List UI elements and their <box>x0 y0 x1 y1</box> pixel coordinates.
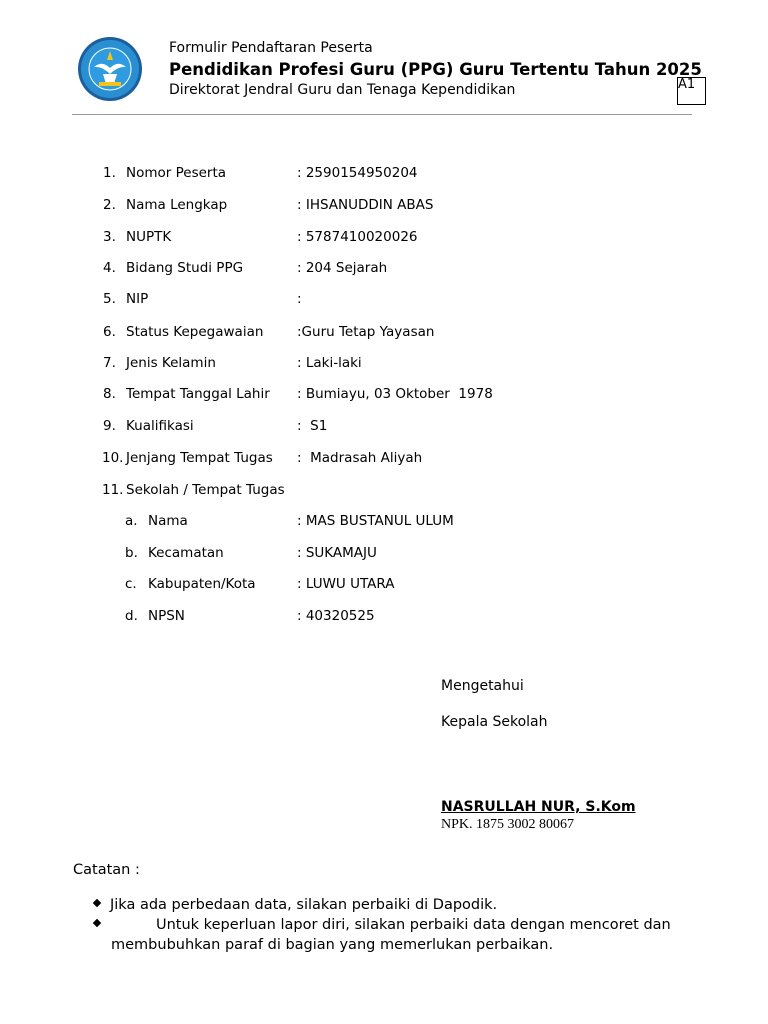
sub-field-label: Nama <box>148 513 188 529</box>
field-value: : 2590154950204 <box>297 165 418 181</box>
sub-field-value: : MAS BUSTANUL ULUM <box>297 513 454 529</box>
field-value: : IHSANUDDIN ABAS <box>297 197 434 213</box>
field-number: 11. <box>102 482 124 498</box>
field-value: : <box>297 291 302 307</box>
field-row-nuptk <box>0 228 418 246</box>
field-label: NUPTK <box>126 229 172 245</box>
field-number: 3. <box>103 229 116 245</box>
school-row-kabupaten <box>0 575 395 593</box>
note-item <box>94 915 671 935</box>
note-item <box>94 895 497 915</box>
tut-wuri-handayani-logo <box>77 36 143 102</box>
sub-field-label: NPSN <box>148 608 185 624</box>
field-row-jenjang-tempat-tugas <box>0 449 423 467</box>
field-number: 9. <box>103 418 116 434</box>
bullet-icon <box>93 919 101 927</box>
form-title: Pendidikan Profesi Guru (PPG) Guru Tertentu Tahun 2025 <box>169 60 702 79</box>
sub-field-letter: c. <box>125 576 137 592</box>
note-text: Jika ada perbedaan data, silakan perbaiki di Dapodik. <box>110 897 498 913</box>
field-label: Kualifikasi <box>126 418 194 434</box>
field-value: : S1 <box>297 418 328 434</box>
form-subtitle: Formulir Pendaftaran Peserta <box>169 40 373 56</box>
sub-field-label: Kabupaten/Kota <box>148 576 256 592</box>
field-label: Nomor Peserta <box>126 165 227 181</box>
sub-field-value: : LUWU UTARA <box>297 576 395 592</box>
header-divider <box>72 114 692 115</box>
field-row-nomor-peserta <box>0 164 418 182</box>
field-row-sekolah <box>0 481 285 499</box>
sub-field-label: Kecamatan <box>148 545 224 561</box>
field-row-kualifikasi <box>0 417 328 435</box>
sub-field-value: : 40320525 <box>297 608 375 624</box>
school-row-npsn <box>0 607 375 625</box>
field-number: 10. <box>102 450 124 466</box>
principal-npk: NPK. 1875 3002 80067 <box>441 817 575 832</box>
field-number: 7. <box>103 355 116 371</box>
field-row-nip <box>0 290 302 308</box>
sub-field-letter: a. <box>125 513 138 529</box>
field-row-jenis-kelamin <box>0 354 362 372</box>
field-number: 2. <box>103 197 116 213</box>
sub-field-letter: b. <box>125 545 138 561</box>
school-row-nama <box>0 512 454 530</box>
form-code-box: A1 <box>677 77 706 105</box>
field-value: : 5787410020026 <box>297 229 418 245</box>
field-label: Jenis Kelamin <box>126 355 216 371</box>
field-number: 4. <box>103 260 116 276</box>
field-number: 5. <box>103 291 116 307</box>
field-label: Jenjang Tempat Tugas <box>126 450 273 466</box>
principal-name: NASRULLAH NUR, S.Kom <box>441 799 636 815</box>
field-label: Tempat Tanggal Lahir <box>126 386 270 402</box>
bullet-icon <box>93 899 101 907</box>
field-number: 6. <box>103 324 116 340</box>
field-row-nama-lengkap <box>0 196 434 214</box>
field-number: 1. <box>103 165 116 181</box>
field-label: NIP <box>126 291 149 307</box>
field-label: Bidang Studi PPG <box>126 260 244 276</box>
field-row-bidang-studi <box>0 259 388 277</box>
field-label: Nama Lengkap <box>126 197 228 213</box>
field-label: Status Kepegawaian <box>126 324 264 340</box>
field-row-tempat-tanggal-lahir <box>0 385 493 403</box>
note-text: Untuk keperluan lapor diri, silakan perbaiki data dengan mencoret dan <box>156 917 671 933</box>
notes-title: Catatan : <box>73 862 140 878</box>
field-value: : Madrasah Aliyah <box>297 450 423 466</box>
directorate-name: Direktorat Jendral Guru dan Tenaga Kependidikan <box>169 82 516 98</box>
field-label: Sekolah / Tempat Tugas <box>126 482 285 498</box>
field-value: : Bumiayu, 03 Oktober 1978 <box>297 386 493 402</box>
field-value: :Guru Tetap Yayasan <box>297 324 435 340</box>
field-value: : 204 Sejarah <box>297 260 388 276</box>
sub-field-letter: d. <box>125 608 138 624</box>
field-row-status-kepegawaian <box>0 323 435 341</box>
school-row-kecamatan <box>0 544 377 562</box>
principal-position: Kepala Sekolah <box>441 714 548 730</box>
sub-field-value: : SUKAMAJU <box>297 545 377 561</box>
field-value: : Laki-laki <box>297 355 362 371</box>
note-item-continuation: membubuhkan paraf di bagian yang memerlukan perbaikan. <box>111 937 554 953</box>
field-number: 8. <box>103 386 116 402</box>
acknowledge-label: Mengetahui <box>441 678 524 694</box>
